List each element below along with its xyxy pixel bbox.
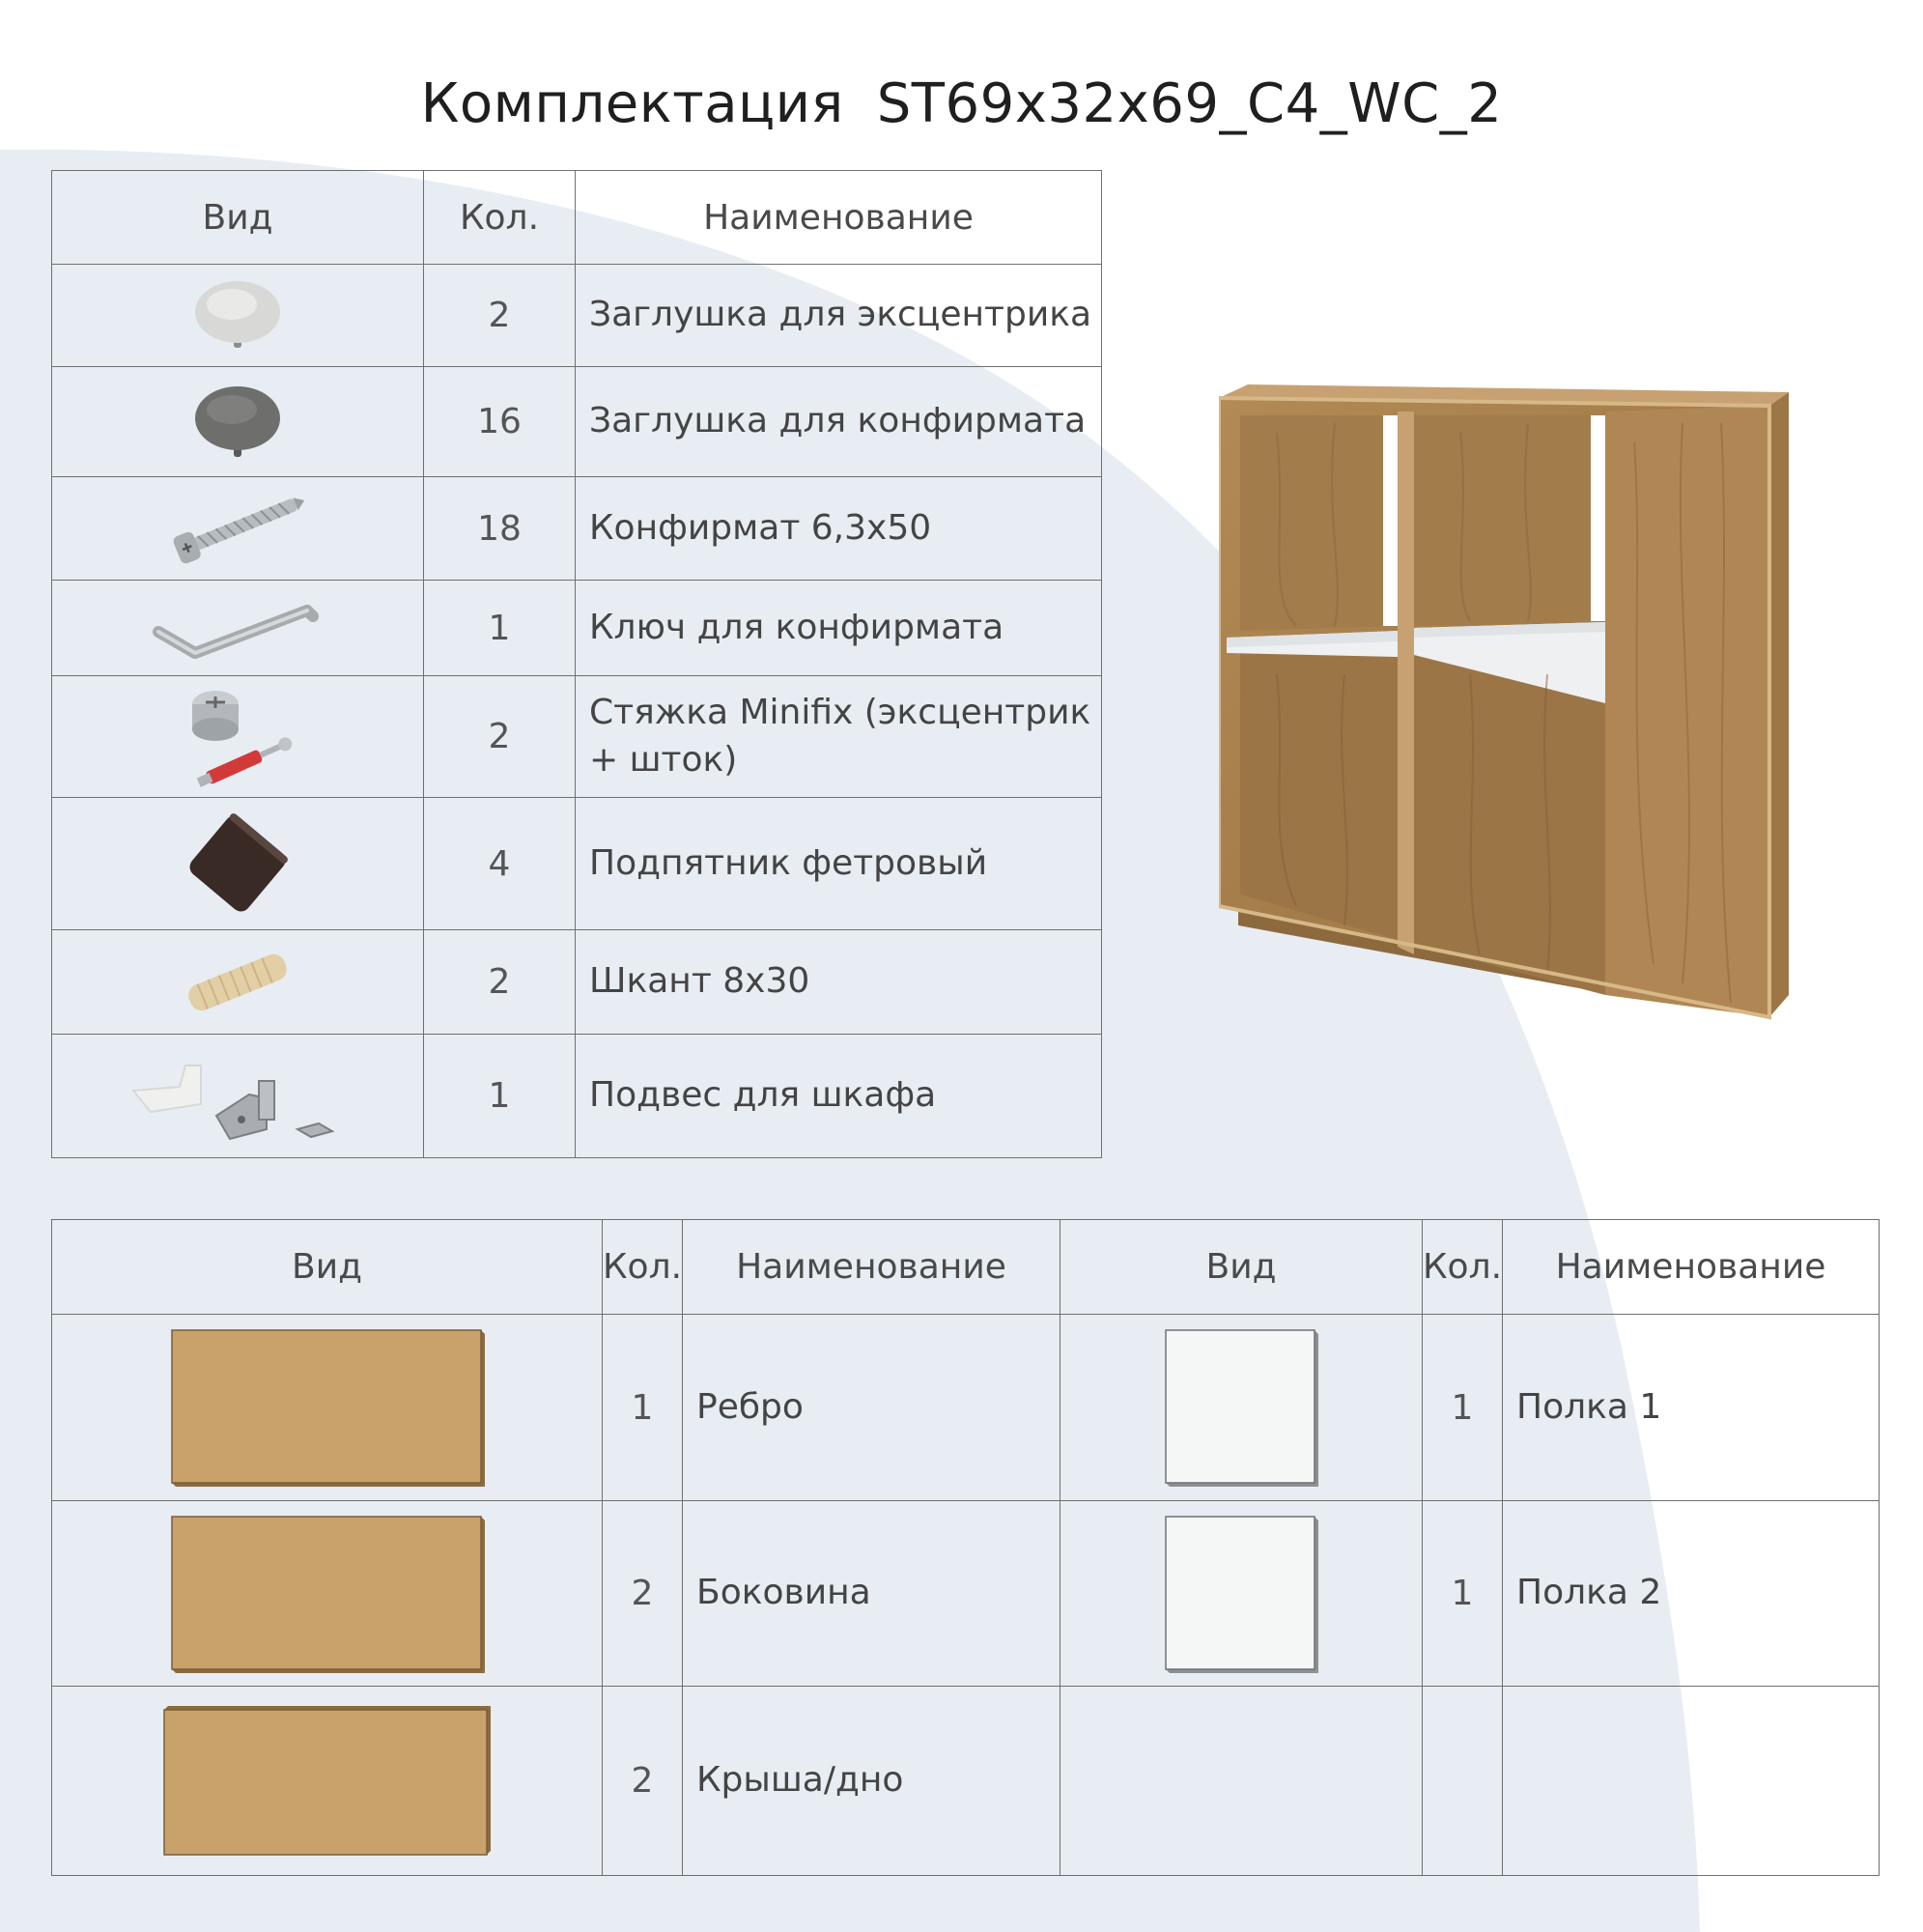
row-image	[52, 477, 424, 581]
header-name: Наименование	[576, 171, 1102, 265]
row-name: Полка 1	[1503, 1315, 1880, 1501]
row-name: Подвес для шкафа	[576, 1035, 1102, 1158]
wood-panel-icon	[162, 1704, 493, 1859]
table-row	[52, 581, 1102, 676]
page-title	[0, 72, 1923, 135]
row-qty: 1	[603, 1315, 683, 1501]
row-qty: 1	[424, 1035, 576, 1158]
panels-table	[51, 1219, 1880, 1876]
table-row	[52, 1687, 1880, 1876]
row-qty: 1	[1423, 1501, 1503, 1687]
empty-cell	[1060, 1687, 1423, 1876]
row-qty: 2	[424, 676, 576, 798]
header-qty-left: Кол.	[603, 1220, 683, 1315]
row-image	[1060, 1501, 1423, 1687]
dowel-icon	[175, 944, 300, 1021]
row-qty: 2	[424, 930, 576, 1035]
row-name: Стяжка Minifix (эксцентрик + шток)	[576, 676, 1102, 798]
white-panel-icon	[1164, 1515, 1318, 1673]
row-name: Шкант 8x30	[576, 930, 1102, 1035]
table-row	[52, 930, 1102, 1035]
header-view-right: Вид	[1060, 1220, 1423, 1315]
row-image	[52, 367, 424, 477]
header-name-right: Наименование	[1503, 1220, 1880, 1315]
row-qty: 18	[424, 477, 576, 581]
row-name: Полка 2	[1503, 1501, 1880, 1687]
row-name: Заглушка для эксцентрика	[576, 265, 1102, 367]
table-row	[52, 1315, 1880, 1501]
screw-icon	[165, 490, 310, 567]
header-name-left: Наименование	[683, 1220, 1060, 1315]
row-name: Подпятник фетровый	[576, 798, 1102, 930]
hanger-icon	[122, 1048, 353, 1145]
row-image	[1060, 1315, 1423, 1501]
row-image	[52, 1501, 603, 1687]
hex-key-icon	[151, 589, 325, 667]
row-image	[52, 676, 424, 798]
felt-pad-icon	[180, 810, 296, 917]
wood-panel-icon	[170, 1328, 485, 1487]
wood-panel-icon	[170, 1515, 485, 1673]
hardware-table	[51, 170, 1102, 1158]
row-qty: 2	[424, 265, 576, 367]
header-qty-right: Кол.	[1423, 1220, 1503, 1315]
row-image	[52, 581, 424, 676]
shelf-unit-icon	[1219, 384, 1789, 1022]
row-image	[52, 930, 424, 1035]
row-name: Конфирмат 6,3x50	[576, 477, 1102, 581]
table-row	[52, 798, 1102, 930]
table-row	[52, 265, 1102, 367]
hardware-header-row	[52, 171, 1102, 265]
row-name: Ребро	[683, 1315, 1060, 1501]
row-qty: 2	[603, 1501, 683, 1687]
table-row	[52, 676, 1102, 798]
row-qty: 1	[424, 581, 576, 676]
row-name: Ключ для конфирмата	[576, 581, 1102, 676]
header-view: Вид	[52, 171, 424, 265]
row-qty: 16	[424, 367, 576, 477]
row-name: Крыша/дно	[683, 1687, 1060, 1876]
panels-header-row	[52, 1220, 1880, 1315]
dark-cap-icon	[189, 380, 286, 465]
table-row	[52, 367, 1102, 477]
empty-cell	[1503, 1687, 1880, 1876]
row-qty: 4	[424, 798, 576, 930]
row-image	[52, 798, 424, 930]
row-image	[52, 1687, 603, 1876]
table-row	[52, 477, 1102, 581]
header-qty: Кол.	[424, 171, 576, 265]
minifix-icon	[175, 683, 300, 791]
row-name: Заглушка для конфирмата	[576, 367, 1102, 477]
row-image	[52, 265, 424, 367]
row-image	[52, 1315, 603, 1501]
table-row	[52, 1501, 1880, 1687]
row-image	[52, 1035, 424, 1158]
table-row	[52, 1035, 1102, 1158]
title-prefix: Комплектация	[420, 72, 844, 135]
empty-cell	[1423, 1687, 1503, 1876]
row-name: Боковина	[683, 1501, 1060, 1687]
header-view-left: Вид	[52, 1220, 603, 1315]
row-qty: 1	[1423, 1315, 1503, 1501]
title-model: ST69x32x69_C4_WC_2	[876, 72, 1503, 135]
light-cap-icon	[189, 275, 286, 356]
row-qty: 2	[603, 1687, 683, 1876]
white-panel-icon	[1164, 1328, 1318, 1487]
